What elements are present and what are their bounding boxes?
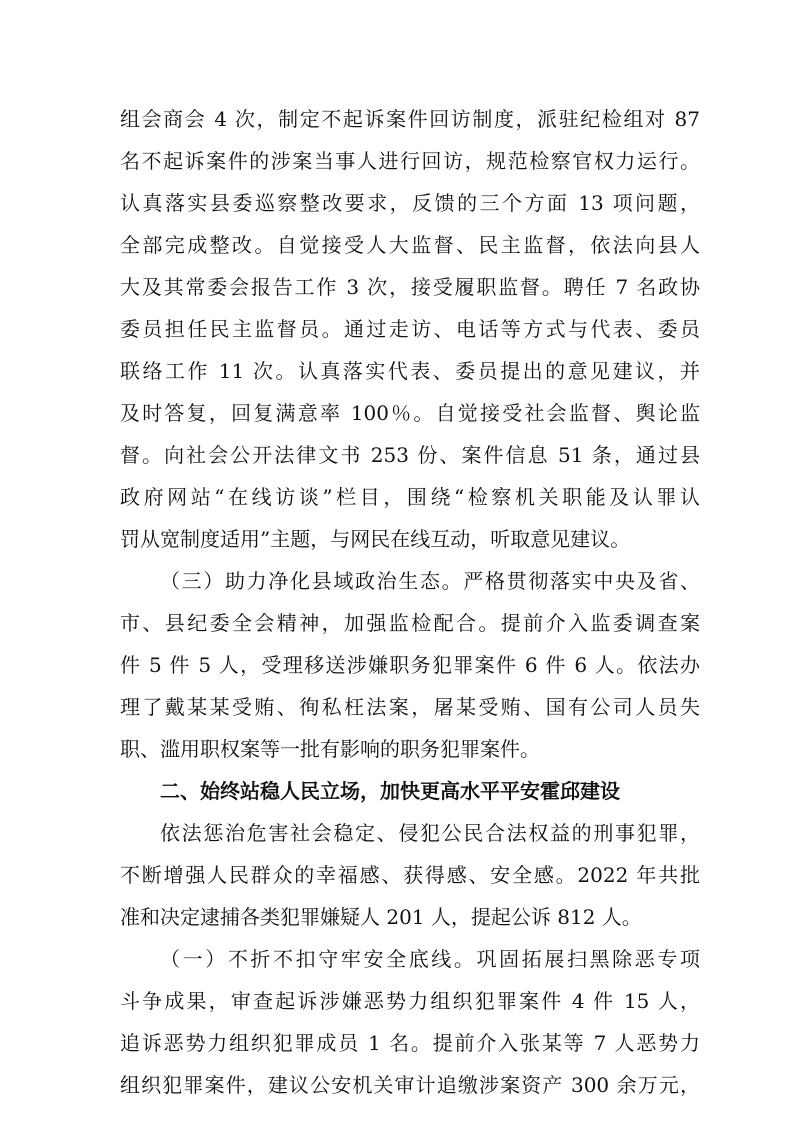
text-line: 全部完成整改。自觉接受人大监督、民主监督，依法向县人 <box>120 233 700 257</box>
text-line: 罚从宽制度适用”主题，与网民在线互动，听取意见建议。 <box>120 527 631 551</box>
section-subheading-line: （三）助力净化县域政治生态。严格贯彻落实中央及省、 <box>160 569 700 593</box>
text-line: 组织犯罪案件，建议公安机关审计追缴涉案资产 300 余万元， <box>120 1073 700 1097</box>
text-line: 准和决定逮捕各类犯罪嫌疑人 201 人，提起公诉 812 人。 <box>120 905 642 929</box>
text-line: 追诉恶势力组织犯罪成员 1 名。提前介入张某等 7 人恶势力 <box>120 1031 700 1055</box>
text-line: 名不起诉案件的涉案当事人进行回访，规范检察官权力运行。 <box>120 149 700 173</box>
text-line: 认真落实县委巡察整改要求，反馈的三个方面 13 项问题， <box>120 191 700 215</box>
text-line: 斗争成果，审查起诉涉嫌恶势力组织犯罪案件 4 件 15 人， <box>120 989 700 1013</box>
text-line: 职、滥用职权案等一批有影响的职务犯罪案件。 <box>120 737 540 761</box>
text-line: 政府网站“在线访谈”栏目，围绕“检察机关职能及认罪认 <box>120 485 700 509</box>
text-line: 督。向社会公开法律文书 253 份、案件信息 51 条，通过县 <box>120 443 700 467</box>
text-line: 及时答复，回复满意率 100％。自觉接受社会监督、舆论监 <box>120 401 700 425</box>
text-line: 理了戴某某受贿、徇私枉法案，屠某受贿、国有公司人员失 <box>120 695 700 719</box>
section-heading: 二、始终站稳人民立场，加快更高水平平安霍邱建设 <box>160 779 620 803</box>
text-line: 委员担任民主监督员。通过走访、电话等方式与代表、委员 <box>120 317 700 341</box>
text-line: 依法惩治危害社会稳定、侵犯公民合法权益的刑事犯罪， <box>160 821 700 845</box>
text-line: 市、县纪委全会精神，加强监检配合。提前介入监委调查案 <box>120 611 700 635</box>
text-line: 组会商会 4 次，制定不起诉案件回访制度，派驻纪检组对 87 <box>120 107 700 131</box>
text-line: 件 5 件 5 人，受理移送涉嫌职务犯罪案件 6 件 6 人。依法办 <box>120 653 700 677</box>
text-line: 不断增强人民群众的幸福感、获得感、安全感。2022 年共批 <box>120 863 700 887</box>
section-subheading-line: （一）不折不扣守牢安全底线。巩固拓展扫黑除恶专项 <box>160 947 700 971</box>
text-line: 联络工作 11 次。认真落实代表、委员提出的意见建议，并 <box>120 359 700 383</box>
text-line: 大及其常委会报告工作 3 次，接受履职监督。聘任 7 名政协 <box>120 275 700 299</box>
